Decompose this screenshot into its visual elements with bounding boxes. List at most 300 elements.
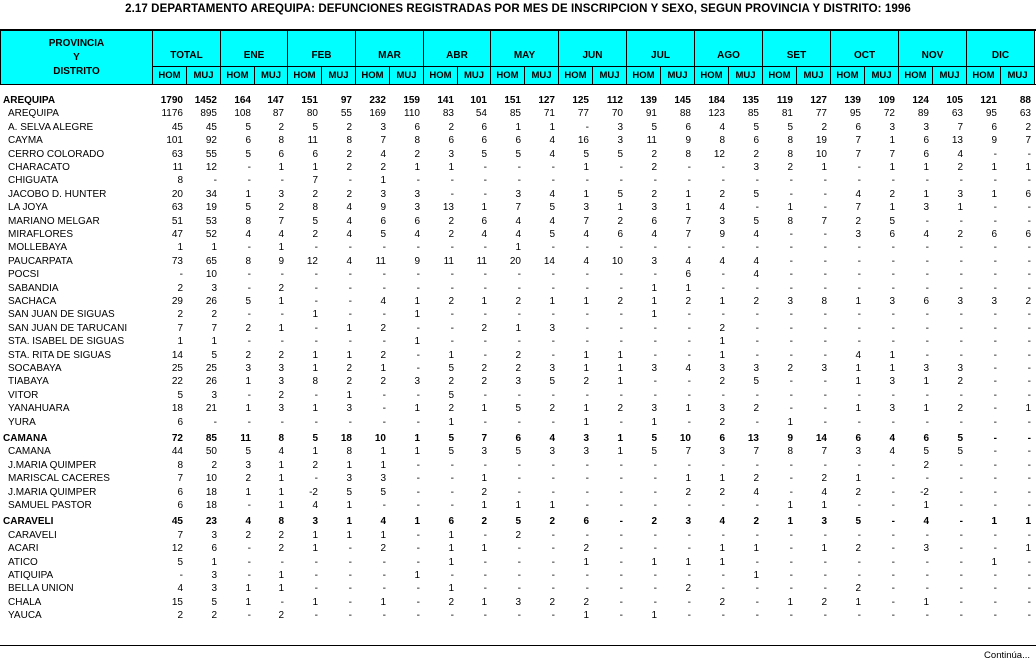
cell-value: 1	[889, 349, 895, 361]
cell-value: 63	[171, 148, 183, 160]
cell-value: 2	[515, 349, 521, 361]
cell-value: -	[247, 556, 251, 568]
cell-value: 1	[855, 473, 861, 485]
cell-value: 2	[923, 459, 929, 471]
cell-value: -	[823, 529, 827, 541]
cell-value: 6	[481, 215, 487, 227]
cell-value: 1	[312, 363, 318, 374]
cell-value: 5	[549, 229, 555, 240]
table-bottom-rule	[0, 645, 1036, 646]
cell-value: -	[857, 309, 861, 321]
cell-value: 1	[617, 363, 623, 374]
cell-value: 3	[278, 403, 284, 415]
cell-value: -	[721, 389, 725, 401]
cell-value: 2	[177, 309, 183, 321]
district-row	[0, 569, 1036, 582]
cell-value: 232	[369, 95, 386, 106]
cell-value: -	[1027, 376, 1031, 388]
cell-value: 6	[515, 433, 521, 444]
cell-value: 26	[205, 376, 217, 388]
header-divider	[457, 67, 458, 84]
cell-value: 2	[617, 403, 623, 415]
cell-value: -	[585, 282, 589, 294]
cell-value: -	[789, 389, 793, 401]
cell-value: 73	[171, 255, 183, 267]
cell-value: 1	[245, 376, 251, 388]
cell-value: 3	[821, 363, 827, 374]
cell-value: -	[280, 175, 284, 187]
cell-value: -	[653, 389, 657, 401]
cell-value: -	[348, 336, 352, 348]
cell-value: -	[993, 500, 997, 511]
cell-value: 7	[177, 322, 183, 334]
cell-value: 1	[278, 500, 284, 511]
cell-value: 1	[787, 500, 793, 511]
cell-value: 139	[640, 95, 657, 106]
cell-value: -	[653, 376, 657, 388]
cell-value: 1	[753, 543, 759, 555]
cell-value: 6	[1025, 188, 1031, 200]
district-row	[0, 148, 1036, 161]
cell-value: 6	[855, 433, 861, 444]
header-sub-muj: MUJ	[322, 67, 355, 84]
cell-value: 3	[549, 446, 555, 458]
cell-value: 2	[278, 389, 284, 401]
cell-value: -	[959, 336, 963, 348]
district-row	[0, 445, 1036, 458]
cell-value: 3	[651, 255, 657, 267]
header-group-nov: NOV	[899, 31, 966, 67]
header-divider	[592, 67, 593, 84]
cell-value: 1	[583, 349, 589, 361]
cell-value: -	[619, 269, 623, 281]
cell-value: 1	[991, 556, 997, 568]
header-sub-muj: MUJ	[1001, 67, 1034, 84]
cell-value: 2	[957, 229, 963, 240]
cell-value: -	[755, 322, 759, 334]
cell-value: -	[789, 242, 793, 254]
cell-value: 1	[617, 202, 623, 214]
district-name: CARAVELI	[8, 529, 57, 541]
cell-value: -	[721, 309, 725, 321]
cell-value: 1	[923, 596, 929, 608]
cell-value: 1	[685, 556, 691, 568]
cell-value: 1	[346, 349, 352, 361]
cell-value: 1	[991, 516, 997, 528]
cell-value: 1452	[194, 95, 217, 106]
district-name: CERRO COLORADO	[8, 148, 105, 160]
cell-value: -	[1027, 242, 1031, 254]
cell-value: 26	[205, 296, 217, 307]
cell-value: -	[416, 282, 420, 294]
cell-value: 2	[448, 376, 454, 388]
cell-value: 9	[414, 255, 420, 267]
district-row	[0, 268, 1036, 281]
cell-value: -	[687, 416, 691, 428]
cell-value: -	[823, 202, 827, 214]
cell-value: 4	[889, 446, 895, 458]
province-row	[0, 94, 1036, 107]
header-sub-hom: HOM	[491, 67, 524, 84]
cell-value: 6	[889, 229, 895, 240]
cell-value: -	[1027, 529, 1031, 541]
cell-value: 6	[481, 135, 487, 147]
cell-value: 3	[889, 121, 895, 133]
cell-value: 4	[583, 255, 589, 267]
cell-value: 1	[515, 242, 521, 254]
cell-value: 18	[205, 500, 217, 511]
cell-value: 7	[753, 446, 759, 458]
cell-value: -	[891, 255, 895, 267]
cell-value: 159	[403, 95, 420, 106]
cell-value: 2	[855, 543, 861, 555]
cell-value: 45	[171, 516, 183, 528]
cell-value: -	[755, 389, 759, 401]
cell-value: -	[382, 570, 386, 581]
cell-value: -	[687, 162, 691, 173]
cell-value: 1	[651, 610, 657, 622]
cell-value: -	[280, 556, 284, 568]
cell-value: -	[416, 500, 420, 511]
cell-value: 9	[380, 202, 386, 214]
cell-value: 2	[855, 583, 861, 595]
cell-value: -	[179, 269, 183, 281]
cell-value: 1	[346, 322, 352, 334]
cell-value: 1	[583, 363, 589, 374]
cell-value: -	[959, 543, 963, 555]
cell-value: -	[993, 336, 997, 348]
cell-value: -	[653, 242, 657, 254]
district-name: SAMUEL PASTOR	[8, 500, 92, 511]
cell-value: 2	[719, 322, 725, 334]
cell-value: 87	[272, 108, 284, 120]
cell-value: -	[755, 336, 759, 348]
cell-value: -	[517, 543, 521, 555]
cell-value: 2	[380, 322, 386, 334]
cell-value: 2	[583, 596, 589, 608]
cell-value: -	[450, 459, 454, 471]
cell-value: 1	[245, 583, 251, 595]
header-divider	[0, 31, 1, 84]
cell-value: -	[891, 175, 895, 187]
cell-value: 7	[312, 175, 318, 187]
cell-value: -	[585, 500, 589, 511]
district-row	[0, 402, 1036, 415]
cell-value: -	[891, 543, 895, 555]
table-header	[0, 29, 1036, 85]
cell-value: -	[959, 322, 963, 334]
cell-value: -	[247, 610, 251, 622]
cell-value: -	[619, 556, 623, 568]
cell-value: 4	[549, 188, 555, 200]
cell-value: -	[1027, 556, 1031, 568]
cell-value: 11	[172, 162, 183, 173]
cell-value: -	[755, 202, 759, 214]
cell-value: -	[619, 309, 623, 321]
cell-value: 4	[312, 500, 318, 511]
cell-value: -	[823, 242, 827, 254]
cell-value: 1	[889, 135, 895, 147]
cell-value: -	[891, 486, 895, 498]
cell-value: 5	[448, 433, 454, 444]
cell-value: -	[314, 610, 318, 622]
cell-value: 45	[205, 121, 217, 133]
cell-value: 95	[985, 108, 997, 120]
cell-value: 19	[815, 135, 827, 147]
cell-value: 7	[685, 229, 691, 240]
cell-value: 1	[481, 202, 487, 214]
cell-value: 5	[651, 446, 657, 458]
cell-value: -	[959, 529, 963, 541]
cell-value: 2	[787, 363, 793, 374]
cell-value: -	[382, 282, 386, 294]
cell-value: 3	[617, 135, 623, 147]
cell-value: 25	[205, 363, 217, 374]
cell-value: -	[585, 486, 589, 498]
cell-value: -	[213, 416, 217, 428]
district-name: CAMANA	[8, 446, 51, 458]
district-row	[0, 255, 1036, 268]
cell-value: 8	[278, 135, 284, 147]
cell-value: -	[959, 349, 963, 361]
cell-value: 92	[205, 135, 217, 147]
cell-value: 4	[753, 486, 759, 498]
cell-value: -	[416, 242, 420, 254]
cell-value: 6	[753, 135, 759, 147]
cell-value: -	[891, 336, 895, 348]
cell-value: -	[891, 473, 895, 485]
cell-value: -	[993, 215, 997, 227]
cell-value: 7	[278, 215, 284, 227]
cell-value: 2	[245, 349, 251, 361]
cell-value: 10	[679, 433, 691, 444]
cell-value: 5	[245, 202, 251, 214]
cell-value: -	[382, 309, 386, 321]
cell-value: -	[993, 389, 997, 401]
cell-value: 3	[957, 296, 963, 307]
cell-value: -	[891, 583, 895, 595]
cell-value: -	[1027, 215, 1031, 227]
cell-value: 164	[234, 95, 251, 106]
cell-value: 12	[713, 148, 725, 160]
cell-value: 7	[855, 135, 861, 147]
cell-value: 1790	[160, 95, 183, 106]
cell-value: 1	[448, 416, 454, 428]
cell-value: 1	[651, 296, 657, 307]
cell-value: -	[1027, 583, 1031, 595]
cell-value: 1	[177, 336, 183, 348]
cell-value: -	[179, 570, 183, 581]
cell-value: 3	[414, 188, 420, 200]
cell-value: 1	[481, 403, 487, 415]
cell-value: -	[382, 389, 386, 401]
cell-value: -2	[920, 486, 929, 498]
cell-value: 3	[380, 121, 386, 133]
cell-value: 2	[549, 516, 555, 528]
district-name: YAUCA	[8, 610, 42, 622]
cell-value: -	[1027, 309, 1031, 321]
cell-value: 12	[205, 162, 217, 173]
cell-value: -	[551, 282, 555, 294]
cell-value: 7	[211, 322, 217, 334]
cell-value: 45	[171, 121, 183, 133]
cell-value: 1	[448, 349, 454, 361]
cell-value: -	[314, 556, 318, 568]
cell-value: 1	[245, 486, 251, 498]
header-divider	[762, 31, 763, 84]
cell-value: -	[721, 242, 725, 254]
cell-value: 5	[515, 403, 521, 415]
cell-value: -	[959, 416, 963, 428]
cell-value: 1	[448, 543, 454, 555]
cell-value: -	[755, 556, 759, 568]
cell-value: 3	[719, 446, 725, 458]
cell-value: -	[823, 403, 827, 415]
cell-value: 5	[211, 596, 217, 608]
district-row	[0, 201, 1036, 214]
cell-value: -	[280, 336, 284, 348]
district-name: CHIGUATA	[8, 175, 59, 187]
cell-value: 83	[442, 108, 454, 120]
cell-value: 8	[245, 255, 251, 267]
header-divider	[254, 67, 255, 84]
cell-value: 85	[205, 433, 217, 444]
cell-value: -	[857, 282, 861, 294]
cell-value: 2	[753, 148, 759, 160]
cell-value: 18	[205, 486, 217, 498]
cell-value: 1	[991, 188, 997, 200]
cell-value: 8	[177, 459, 183, 471]
cell-value: -	[721, 175, 725, 187]
cell-value: -	[823, 416, 827, 428]
cell-value: 4	[719, 121, 725, 133]
cell-value: -	[517, 309, 521, 321]
cell-value: 14	[543, 255, 555, 267]
district-row	[0, 486, 1036, 499]
cell-value: 101	[470, 95, 487, 106]
cell-value: 1	[1025, 543, 1031, 555]
cell-value: 135	[742, 95, 759, 106]
cell-value: 5	[583, 148, 589, 160]
cell-value: -	[314, 336, 318, 348]
cell-value: -	[891, 500, 895, 511]
cell-value: 101	[166, 135, 183, 147]
cell-value: -	[450, 473, 454, 485]
cell-value: 1	[583, 403, 589, 415]
header-divider	[389, 67, 390, 84]
cell-value: -	[993, 416, 997, 428]
cell-value: 1	[617, 376, 623, 388]
district-row	[0, 188, 1036, 201]
cell-value: 2	[651, 516, 657, 528]
cell-value: 6	[515, 135, 521, 147]
cell-value: 1	[211, 556, 217, 568]
district-row	[0, 542, 1036, 555]
cell-value: -	[891, 459, 895, 471]
cell-value: 1	[821, 543, 827, 555]
cell-value: 7	[957, 121, 963, 133]
cell-value: 1	[821, 162, 827, 173]
cell-value: 13	[442, 202, 454, 214]
cell-value: -	[247, 500, 251, 511]
header-divider	[490, 31, 491, 84]
header-divider	[932, 67, 933, 84]
cell-value: 5	[312, 433, 318, 444]
cell-value: -	[959, 282, 963, 294]
cell-value: -	[993, 583, 997, 595]
cell-value: -	[653, 459, 657, 471]
cell-value: 3	[448, 148, 454, 160]
cell-value: 5	[923, 446, 929, 458]
cell-value: -	[348, 543, 352, 555]
cell-value: -	[1027, 570, 1031, 581]
cell-value: -	[483, 269, 487, 281]
header-sub-hom: HOM	[559, 67, 592, 84]
cell-value: 12	[171, 543, 183, 555]
cell-value: 5	[448, 389, 454, 401]
cell-value: -	[619, 162, 623, 173]
cell-value: 2	[177, 610, 183, 622]
cell-value: -	[551, 162, 555, 173]
cell-value: 85	[509, 108, 521, 120]
cell-value: -	[755, 416, 759, 428]
cell-value: 1	[719, 556, 725, 568]
cell-value: -	[687, 389, 691, 401]
cell-value: -	[551, 309, 555, 321]
header-divider	[626, 31, 627, 84]
cell-value: -	[789, 229, 793, 240]
cell-value: 11	[375, 255, 386, 267]
cell-value: 6	[278, 148, 284, 160]
cell-value: -	[925, 610, 929, 622]
cell-value: -	[1027, 363, 1031, 374]
cell-value: -	[619, 596, 623, 608]
cell-value: 7	[515, 202, 521, 214]
cell-value: 1	[278, 322, 284, 334]
cell-value: 124	[912, 95, 929, 106]
cell-value: -	[959, 596, 963, 608]
cell-value: 6	[448, 516, 454, 528]
cell-value: 2	[380, 349, 386, 361]
cell-value: 4	[957, 148, 963, 160]
cell-value: -	[823, 459, 827, 471]
cell-value: 1	[278, 296, 284, 307]
cell-value: 50	[205, 446, 217, 458]
cell-value: 3	[211, 583, 217, 595]
cell-value: -	[959, 389, 963, 401]
cell-value: -	[619, 336, 623, 348]
cell-value: -	[483, 389, 487, 401]
cell-value: 3	[380, 188, 386, 200]
cell-value: -	[653, 543, 657, 555]
header-divider	[1034, 31, 1035, 84]
cell-value: 34	[205, 188, 217, 200]
cell-value: 5	[617, 188, 623, 200]
cell-value: 2	[719, 376, 725, 388]
cell-value: 16	[577, 135, 589, 147]
cell-value: 1	[855, 376, 861, 388]
cell-value: 2	[957, 376, 963, 388]
cell-value: 1	[414, 162, 420, 173]
cell-value: -	[1027, 500, 1031, 511]
cell-value: 5	[515, 148, 521, 160]
cell-value: 4	[923, 229, 929, 240]
cell-value: 3	[414, 376, 420, 388]
cell-value: 1	[719, 473, 725, 485]
cell-value: 1	[312, 596, 318, 608]
cell-value: 184	[708, 95, 725, 106]
cell-value: -	[551, 556, 555, 568]
